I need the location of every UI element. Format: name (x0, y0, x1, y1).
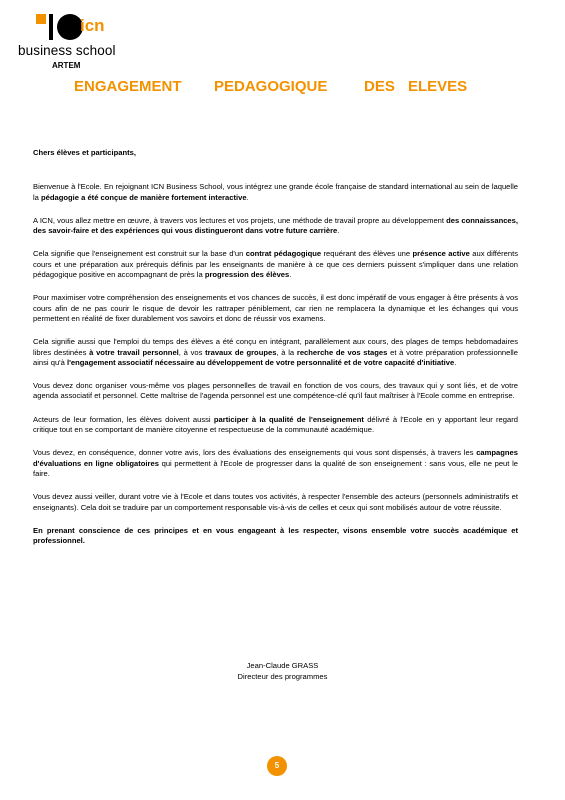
bold-text: pédagogie a été conçue de manière fortement interactive (41, 192, 247, 202)
text-segment: requérant des élèves une (321, 249, 413, 259)
text-segment: , à vos (178, 347, 206, 357)
logo-artem-text: ARTEM (52, 61, 81, 70)
letter-body (33, 148, 518, 559)
text-segment: . (289, 270, 292, 280)
bold-text: présence active (412, 249, 470, 259)
signature-block (0, 661, 565, 682)
page-number: 5 (267, 756, 287, 776)
title-word: ENGAGEMENT (74, 78, 182, 95)
logo-mark (36, 14, 105, 44)
title-word: DES (364, 78, 395, 95)
body-paragraph (33, 249, 518, 280)
text-segment: Vous devez donc organiser vous-même vos plages personnelles de travail en fonction de vos cours, des travaux qui y sont liés, et de votre agenda associatif et personnel. Cette maîtrise de l'agenda personnel est une compétence-clé qu'il faut maîtriser à l'Ecole comme en entreprise. (33, 381, 518, 401)
body-paragraph (33, 381, 518, 402)
title-word: ELEVES (408, 78, 468, 95)
bold-text: l'engagement associatif nécessaire au développement de votre personnalité et de votre capacité d'initiative (66, 357, 455, 367)
bold-text: recherche de vos stages (296, 347, 388, 357)
logo-orange-square (36, 14, 46, 24)
text-segment: A ICN, vous allez mettre en œuvre, à travers vos lectures et vos projets, une méthode de travail propre au développement (33, 215, 447, 225)
text-segment: , à la (276, 347, 297, 357)
text-segment: . (337, 226, 340, 236)
page-title (74, 78, 474, 100)
bold-text: En prenant conscience de ces principes et en vous engageant à les respecter, visons ensemble votre succès académique et professionnel. (33, 525, 518, 546)
text-segment: Vous devez, en conséquence, donner votre avis, lors des évaluations des enseignements qui vous sont dispensés, à travers les (33, 448, 477, 458)
text-segment: Cela signifie que l'enseignement est construit sur la base d'un (33, 249, 246, 259)
body-paragraph (33, 448, 518, 479)
bold-text: travaux de groupes (205, 347, 277, 357)
signature-name: Jean-Claude GRASS (246, 661, 319, 670)
text-segment: . (454, 357, 457, 367)
body-paragraph (33, 526, 518, 547)
icn-logo (18, 14, 118, 70)
bold-text: des connaissances, des savoir-faire et des expériences qui vous distingueront dans votre future carrière (33, 215, 518, 236)
logo-bar (49, 14, 53, 40)
body-paragraph (33, 182, 518, 203)
text-segment: Pour maximiser votre compréhension des enseignements et vos chances de succès, il est donc impératif de vous engager à être présents à vos cours afin de ne pas courir le risque de devoir les rattraper péniblement, car rien ne remplacera la dynamique et les échanges qui vous permettent en réalité de fixer durablement vos savoirs et donc de réussir vos examens. (33, 293, 518, 323)
body-paragraph (33, 216, 518, 237)
signature-role: Directeur des programmes (237, 671, 328, 681)
text-segment: . (246, 192, 249, 202)
salutation: Chers élèves et participants, (33, 148, 136, 157)
bold-text: campagnes d'évaluations en ligne obligatoires (33, 448, 518, 468)
body-paragraph (33, 415, 518, 436)
text-segment: et à votre préparation professionnelle ainsi qu'à (33, 347, 518, 367)
text-segment: délivré à l'Ecole en y apportant leur regard critique tout en se comportant de manière citoyenne et respectueuse de la communauté académique. (33, 414, 518, 435)
text-segment: Acteurs de leur formation, les élèves doivent aussi (33, 414, 214, 424)
text-segment: aux différents cours et une préparation aux prérequis définis par les enseignants de manière à ce que ces derniers puissent s'impliquer dans une relation pédagogique positive en accompagnant de près la (33, 249, 519, 280)
title-word: PEDAGOGIQUE (214, 78, 328, 95)
text-segment: qui permettent à l'Ecole de progresser dans la qualité de son enseignement : sans vous, elle ne peut le faire. (33, 458, 518, 478)
text-segment: Cela signifie aussi que l'emploi du temps des élèves a été conçu en intégrant, parallèlement aux cours, des plages de temps hebdomadaires libres destinées (33, 337, 518, 357)
text-segment: Vous devez aussi veiller, durant votre vie à l'Ecole et dans toutes vos activités, à respecter l'ensemble des acteurs (personnels administratifs et enseignants). Cela doit se traduire par un comportement responsable vis-à-vis de celles et ceux qui sont mobilisés autour de votre réussite. (33, 492, 518, 512)
bold-text: à votre travail personnel (89, 347, 179, 357)
bold-text: contrat pédagogique (245, 249, 322, 259)
logo-icn-text: icn (80, 16, 105, 35)
logo-school-text: business school (18, 43, 116, 58)
bold-text: progression des élèves (204, 270, 290, 280)
body-paragraph (33, 293, 518, 324)
bold-text: participer à la qualité de l'enseignement (213, 414, 364, 424)
body-paragraph (33, 337, 518, 368)
text-segment: Bienvenue à l'Ecole. En rejoignant ICN Business School, vous intégrez une grande école française de standard international au sein de laquelle la (33, 182, 518, 202)
body-paragraph (33, 492, 518, 513)
